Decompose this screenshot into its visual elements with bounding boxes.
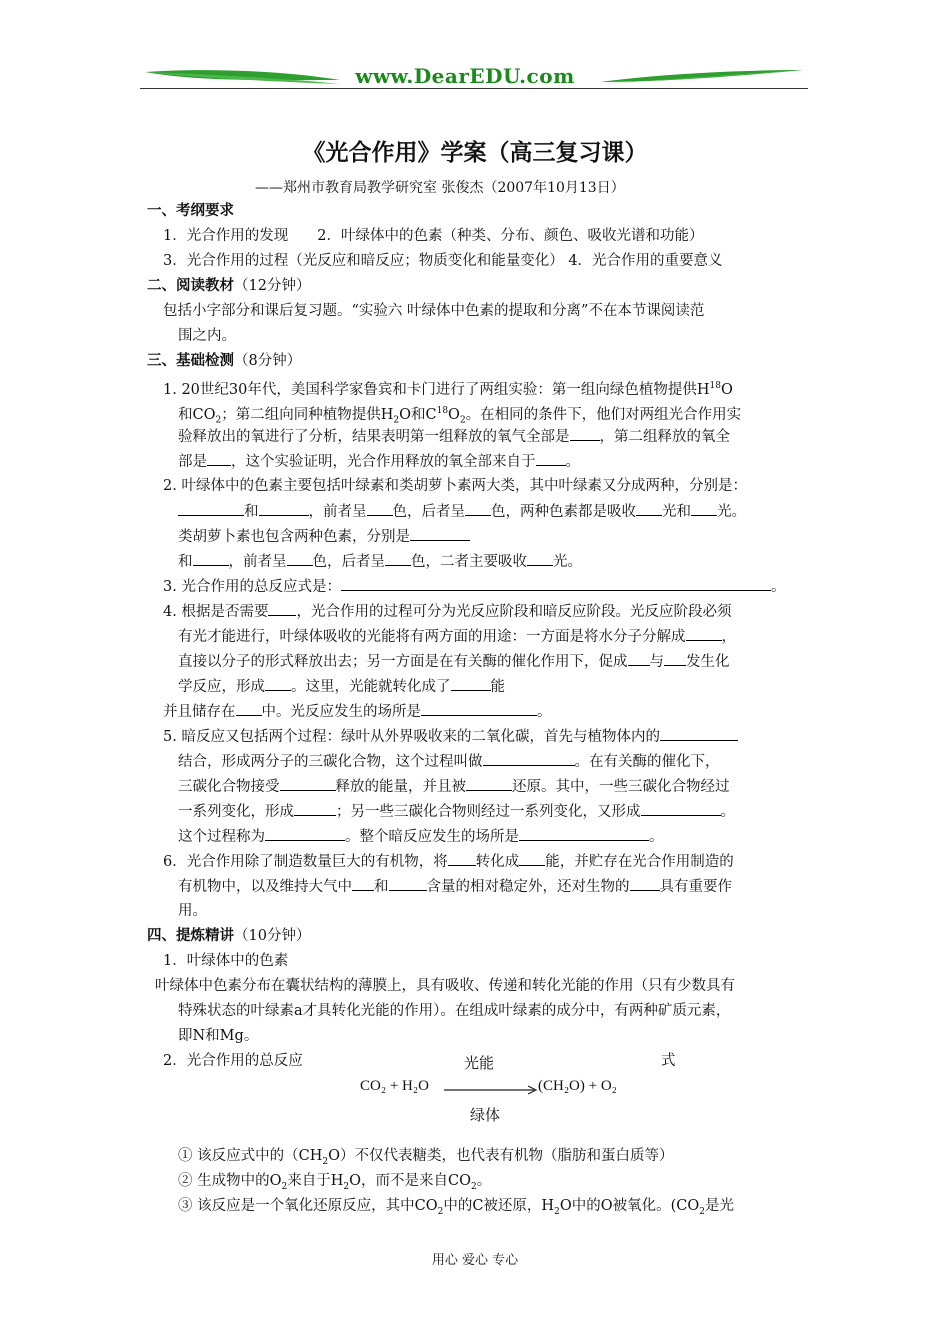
n2-text-1: ② 生成物中的O [178, 1173, 282, 1189]
photosynthesis-equation [358, 1048, 648, 1128]
s4-para-line-3: 即N和Mg。 [178, 1028, 259, 1044]
eq-products: (CH₂O) + O₂ [538, 1078, 617, 1094]
q6b-text-1: 有机物中，以及维持大气中 [178, 879, 352, 895]
q4-line-1 [163, 601, 731, 622]
section-heading-2-row [147, 276, 310, 296]
q2-line-2 [178, 501, 746, 522]
answer-blank[interactable] [466, 776, 512, 791]
s4-para-line-2: 特殊状态的叶绿素a才具转化光能的作用）。在组成叶绿素的成分中，有两种矿质元素， [178, 1003, 731, 1019]
q5d-text-1: 一系列变化，形成 [178, 804, 294, 820]
answer-blank[interactable] [691, 501, 717, 516]
site-logo-text: www.DearEDU.com [355, 64, 575, 88]
q4e-text-3: 。 [537, 704, 552, 720]
q2c-text: 类胡萝卜素也包含两种色素，分别是 [178, 529, 410, 545]
q2b-text-5: 光和 [662, 504, 691, 520]
q4d-text-3: 能 [490, 679, 505, 695]
n2-text-2: 来自于H [287, 1173, 344, 1189]
q1b-text-3: O和C [399, 406, 437, 423]
answer-blank[interactable] [628, 651, 650, 666]
q1-text-a: 1. 20世纪30年代，美国科学家鲁宾和卡门进行了两组实验：第一组向绿色植物提供H [163, 381, 710, 398]
q4e-text-1: 并且储存在 [163, 704, 236, 720]
answer-blank[interactable] [280, 776, 336, 791]
answer-blank[interactable] [641, 801, 721, 816]
q6a-text-3: 能，并贮存在光合作用制造的 [545, 854, 734, 870]
s3-time: （8分钟） [234, 353, 302, 369]
n2-text-3: O，而不是来自CO [349, 1173, 471, 1189]
q2-line-4 [178, 551, 582, 572]
sub-2: 2 [437, 1206, 444, 1217]
section-heading-2: 二、阅读教材 [147, 278, 234, 294]
sub-2: 2 [554, 1206, 560, 1217]
section-heading-3-row [147, 351, 301, 371]
q5c-text-1: 三碳化合物接受 [178, 779, 280, 795]
q5e-text-3: 。 [649, 829, 664, 845]
q1-line-1 [163, 376, 733, 400]
sub-2: 2 [471, 1181, 477, 1192]
answer-blank[interactable] [207, 451, 231, 466]
n1-text-2: O）不仅代表糖类，也代表有机物（脂肪和蛋白质等） [328, 1148, 674, 1164]
q4c-text-3: 发生化 [686, 654, 730, 670]
answer-blank[interactable] [630, 876, 660, 891]
answer-blank[interactable] [389, 876, 427, 891]
q1d-text-2: ，这个实验证明，光合作用释放的氧全部来自于 [231, 454, 536, 470]
n3-text-4: 是光 [704, 1198, 734, 1214]
section-heading-1: 一、考纲要求 [147, 203, 234, 219]
q1b-sup-18: 18 [436, 406, 449, 416]
answer-blank[interactable] [259, 501, 309, 516]
q6-line-1 [163, 851, 734, 872]
answer-blank[interactable] [178, 501, 244, 516]
s4-point-1: 1．叶绿体中的色素 [163, 953, 289, 969]
section-heading-3: 三、基础检测 [147, 353, 234, 369]
q6-line-2 [178, 876, 732, 897]
q6b-text-4: 具有重要作 [659, 879, 732, 895]
q4e-text-2: 中。光反应发生的场所是 [261, 704, 421, 720]
answer-blank[interactable] [341, 576, 771, 591]
q4d-text-1: 学反应，形成 [178, 679, 265, 695]
answer-blank[interactable] [385, 551, 411, 566]
q4-line-4 [178, 676, 505, 697]
sub-2: 2 [699, 1206, 705, 1217]
q2d-text-3: 色，后者呈 [312, 554, 385, 570]
q1-text-o: O [720, 381, 733, 398]
sub-2: 2 [215, 415, 222, 426]
q2d-text-1: 和 [178, 554, 193, 570]
answer-blank[interactable] [287, 551, 313, 566]
q5d-text-2: ；另一些三碳化合物则经过一系列变化，又形成 [336, 804, 641, 820]
q2d-text-2: ，前者呈 [228, 554, 287, 570]
q1-line-3 [178, 426, 730, 447]
q1c-text-2: ，第二组释放的氧全 [599, 429, 730, 445]
eq-top-label: 光能 [464, 1054, 495, 1072]
q2-line-3 [178, 526, 470, 547]
q6b-text-3: 含量的相对稳定外，还对生物的 [426, 879, 630, 895]
q3-text-2: 。 [770, 579, 786, 595]
q3-text-1: 3. 光合作用的总反应式是： [163, 579, 341, 595]
q5c-text-2: 释放的能量，并且被 [335, 779, 466, 795]
n3-text-2: 中的C被还原，H [443, 1198, 555, 1214]
answer-blank[interactable] [193, 551, 229, 566]
note-3 [178, 1196, 734, 1222]
q6-line-3: 用。 [178, 903, 207, 919]
q2b-text-1: 和 [244, 504, 259, 520]
answer-blank[interactable] [483, 751, 575, 766]
n3-text-1: ③ 该反应是一个氧化还原反应，其中CO [178, 1198, 438, 1214]
q1d-text-1: 部是 [178, 454, 207, 470]
q4-line-3 [178, 651, 730, 672]
n1-text-1: ① 该反应式中的（CH [178, 1148, 323, 1164]
reaction-arrow [444, 1082, 540, 1098]
answer-blank[interactable] [265, 826, 345, 841]
s1-line-1: 1．光合作用的发现 2．叶绿体中的色素（种类、分布、颜色、吸收光谱和功能） [163, 228, 704, 244]
q5b-text-1: 结合，形成两分子的三碳化合物，这个过程叫做 [178, 754, 483, 770]
s4-point-2-end: 式 [661, 1053, 676, 1069]
q5d-text-3: 。 [720, 804, 735, 820]
sub-2: 2 [322, 1156, 329, 1167]
q6b-text-2: 和 [374, 879, 389, 895]
answer-blank[interactable] [236, 701, 262, 716]
q5c-text-3: 还原。其中，一些三碳化合物经过 [512, 779, 730, 795]
q2-line-1: 2. 叶绿体中的色素主要包括叶绿素和类胡萝卜素两大类，其中叶绿素又分成两种，分别是： [163, 478, 747, 494]
q1-sup-18: 18 [709, 381, 721, 391]
answer-blank[interactable] [451, 676, 491, 691]
q5-line-5 [178, 826, 664, 847]
q2b-text-4: 色，两种色素都是吸收 [491, 504, 636, 520]
section-heading-4: 四、提炼精讲 [147, 928, 234, 944]
q3-line [163, 576, 785, 597]
header-divider [140, 88, 808, 89]
q5e-text-2: 。整个暗反应发生的场所是 [345, 829, 519, 845]
sub-2: 2 [281, 1181, 288, 1192]
answer-blank[interactable] [664, 651, 686, 666]
q2b-text-6: 光。 [717, 504, 746, 520]
note-2 [178, 1171, 491, 1197]
q1b-text-4: O [448, 406, 460, 423]
q1b-text-1: 和CO [178, 406, 216, 423]
q5-line-4 [178, 801, 735, 822]
page-title: 《光合作用》学案（高三复习课） [302, 140, 648, 166]
answer-blank[interactable] [410, 526, 470, 541]
answer-blank[interactable] [265, 676, 291, 691]
q1b-text-5: 。在相同的条件下，他们对两组光合作用实 [465, 406, 742, 423]
q4b-text-1: 有光才能进行，叶绿体吸收的光能将有两方面的用途：一方面是将水分子分解成 [178, 629, 686, 645]
answer-blank[interactable] [421, 701, 537, 716]
answer-blank[interactable] [527, 551, 553, 566]
eq-reactants: CO₂ + H₂O [360, 1078, 429, 1094]
q2b-text-3: 色，后者呈 [392, 504, 465, 520]
q2b-text-2: ，前者呈 [308, 504, 367, 520]
header-banner [140, 62, 808, 98]
n2-text-4: 。 [476, 1173, 492, 1189]
s2-line-1: 包括小字部分和课后复习题。“实验六 叶绿体中色素的提取和分离”不在本节课阅读范 [163, 303, 705, 319]
page-footer: 用心 爱心 专心 [431, 1253, 519, 1268]
q4c-text-1: 直接以分子的形式释放出去；另一方面是在有关酶的催化作用下，促成 [178, 654, 628, 670]
q4a-text-2: ，光合作用的过程可分为光反应阶段和暗反应阶段。光反应阶段必须 [296, 604, 732, 620]
answer-blank[interactable] [367, 501, 393, 516]
q4b-text-2: ， [721, 629, 736, 645]
s4-point-2: 2．光合作用的总反应 [163, 1053, 303, 1069]
note-1 [178, 1146, 673, 1172]
n3-text-3: O中的O被氧化。(CO [559, 1198, 700, 1214]
s1-line-2: 3．光合作用的过程（光反应和暗反应；物质变化和能量变化） 4．光合作用的重要意义 [163, 253, 723, 269]
eq-bottom-label: 绿体 [470, 1106, 501, 1124]
s2-line-2: 围之内。 [178, 328, 236, 344]
answer-blank[interactable] [294, 801, 336, 816]
q4-line-5 [163, 701, 552, 722]
q1b-text-2: ；第二组向同种植物提供H [221, 406, 394, 423]
q1-line-4 [178, 451, 580, 472]
answer-blank[interactable] [570, 426, 600, 441]
q4-line-2 [178, 626, 736, 647]
answer-blank[interactable] [660, 726, 738, 741]
q5a-text-1: 5. 暗反应又包括两个过程：绿叶从外界吸收来的二氧化碳，首先与植物体内的 [163, 729, 660, 745]
answer-blank[interactable] [519, 851, 545, 866]
page-subtitle: ——郑州市教育局教学研究室 张俊杰（2007年10月13日） [255, 180, 625, 196]
answer-blank[interactable] [686, 626, 722, 641]
q6a-text-2: 转化成 [475, 854, 520, 870]
sub-2: 2 [393, 415, 400, 426]
s2-time: （12分钟） [234, 278, 311, 294]
q5-line-1 [163, 726, 738, 747]
answer-blank[interactable] [536, 451, 566, 466]
q4c-text-2: 与 [649, 654, 664, 670]
q4a-text-1: 4. 根据是否需要 [163, 604, 269, 620]
q5-line-3 [178, 776, 730, 797]
answer-blank[interactable] [448, 851, 476, 866]
sub-2: 2 [459, 415, 466, 426]
q1d-text-3: 。 [565, 454, 580, 470]
q6a-text-1: 6．光合作用除了制造数量巨大的有机物，将 [163, 854, 448, 870]
q2d-text-5: 光。 [553, 554, 582, 570]
q5-line-2 [178, 751, 720, 772]
answer-blank[interactable] [465, 501, 491, 516]
q2d-text-4: 色，二者主要吸收 [411, 554, 527, 570]
q4d-text-2: 。这里，光能就转化成了 [291, 679, 451, 695]
answer-blank[interactable] [268, 601, 296, 616]
answer-blank[interactable] [519, 826, 649, 841]
q5e-text-1: 这个过程称为 [178, 829, 265, 845]
q1c-text-1: 验释放出的氧进行了分析，结果表明第一组释放的氧气全部是 [178, 429, 570, 445]
sub-2: 2 [343, 1181, 350, 1192]
answer-blank[interactable] [352, 876, 374, 891]
s4-para-line-1: 叶绿体中色素分布在囊状结构的薄膜上，具有吸收、传递和转化光能的作用（只有少数具有 [155, 978, 735, 994]
section-heading-4-row [147, 926, 310, 946]
answer-blank[interactable] [636, 501, 662, 516]
s4-time: （10分钟） [234, 928, 311, 944]
q5b-text-2: 。在有关酶的催化下， [574, 754, 720, 770]
